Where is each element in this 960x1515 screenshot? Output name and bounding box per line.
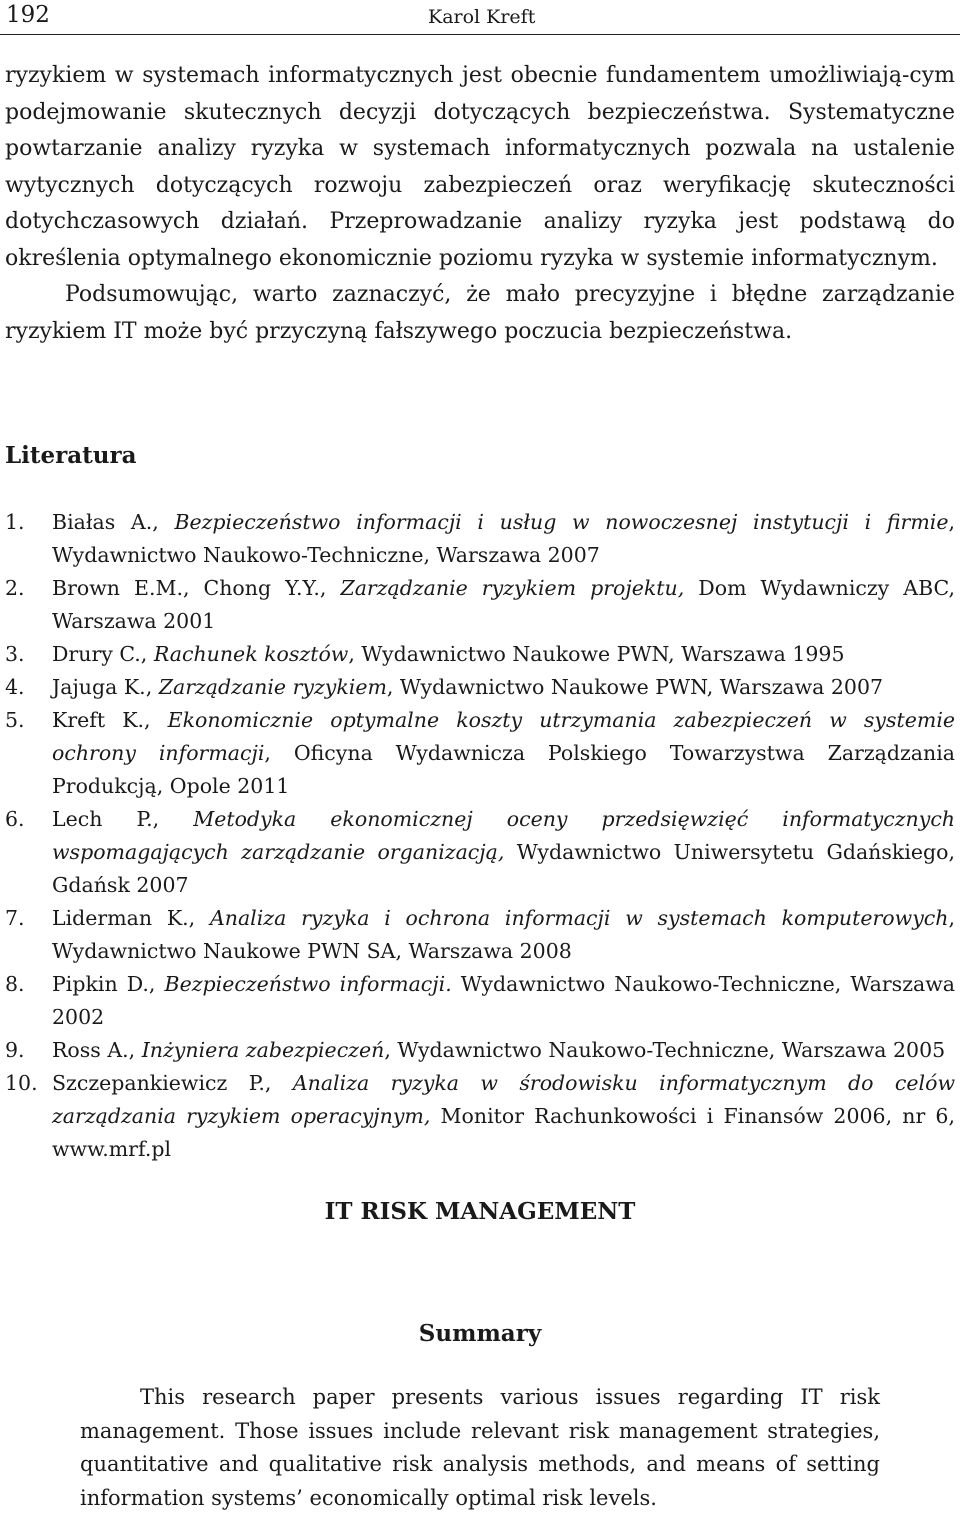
body-paragraph-1: ryzykiem w systemach informatycznych jest obecnie fundamentem umożliwiają-cym podejmowanie skutecznych decyzji dotyczących bezpieczeństwa. Systematyczne powtarzanie analizy ryzyka w systemach informatycznych pozwala na ustalenie wytycznych dotyczących rozwoju zabezpieczeń oraz weryfikację skuteczności dotychczasowych działań. Przeprowadzanie analizy ryzyka jest podstawą do określenia optymalnego ekonomicznie poziomu ryzyka w systemie informatycznym. [5, 63, 955, 271]
page-header [0, 0, 960, 36]
reference-author: Lech P., [52, 807, 194, 831]
reference-publisher: Wydawnictwo Naukowo-Techniczne, Warszawa 2002 [52, 972, 955, 1029]
reference-publisher: , Wydawnictwo Naukowe PWN, Warszawa 2007 [386, 675, 884, 699]
reference-item [5, 572, 955, 638]
reference-publisher: , Oficyna Wydawnicza Polskiego Towarzystwa Zarządzania Produkcją, Opole 2011 [52, 741, 956, 798]
reference-publisher: , Wydawnictwo Naukowe PWN, Warszawa 1995 [348, 642, 845, 666]
reference-item [5, 968, 955, 1034]
reference-publisher: , Wydawnictwo Naukowe PWN SA, Warszawa 2008 [52, 906, 955, 963]
reference-number: 8. [5, 972, 25, 996]
reference-item [5, 1067, 955, 1166]
reference-title: Analiza ryzyka i ochrona informacji w systemach komputerowych [209, 906, 949, 930]
reference-number: 7. [5, 906, 25, 930]
summary-heading: Summary [418, 1320, 542, 1347]
reference-item [5, 671, 955, 704]
reference-number: 6. [5, 807, 25, 831]
reference-title: Zarządzanie ryzykiem projektu, [340, 576, 685, 600]
reference-item [5, 1034, 955, 1067]
summary-text: This research paper presents various issues regarding IT risk management. Those issues include relevant risk management strategies, quantitative and qualitative risk analysis methods, and means of setting information systems’ economically optimal risk levels. [80, 1385, 880, 1510]
body-paragraph-2: Podsumowując, warto zaznaczyć, że mało precyzyjne i błędne zarządzanie ryzykiem IT może być przyczyną fałszywego poczucia bezpieczeństwa. [5, 282, 955, 344]
reference-author: Kreft K., [52, 708, 168, 732]
reference-item [5, 506, 955, 572]
reference-author: Jajuga K., [52, 675, 159, 699]
reference-list [5, 506, 955, 1166]
reference-number: 3. [5, 642, 25, 666]
running-head-author: Karol Kreft [428, 6, 536, 28]
reference-author: Brown E.M., Chong Y.Y., [52, 576, 341, 600]
reference-number: 10. [5, 1071, 38, 1095]
reference-author: Szczepankiewicz P., [52, 1071, 293, 1095]
header-rule [0, 34, 960, 35]
reference-number: 4. [5, 675, 25, 699]
reference-author: Białas A., [52, 510, 175, 534]
reference-publisher: Dom Wydawniczy ABC, Warszawa 2001 [52, 576, 956, 633]
reference-title: Zarządzanie ryzykiem [158, 675, 387, 699]
reference-title: Ekonomicznie optymalne koszty utrzymania zabezpieczeń w systemie ochrony informacji [52, 708, 956, 765]
reference-item [5, 803, 955, 902]
reference-number: 5. [5, 708, 25, 732]
reference-number: 9. [5, 1038, 25, 1062]
reference-author: Pipkin D., [52, 972, 165, 996]
literature-heading: Literatura [5, 442, 137, 469]
english-title: IT RISK MANAGEMENT [324, 1198, 636, 1225]
reference-item [5, 704, 955, 803]
reference-item [5, 638, 955, 671]
body-text [5, 58, 955, 350]
reference-publisher: Monitor Rachunkowości i Finansów 2006, nr 6, www.mrf.pl [52, 1104, 955, 1161]
reference-publisher: Wydawnictwo Uniwersytetu Gdańskiego, Gdańsk 2007 [52, 840, 955, 897]
reference-number: 1. [5, 510, 25, 534]
reference-title: Bezpieczeństwo informacji i usług w nowoczesnej instytucji i firmie [174, 510, 949, 534]
reference-title: Analiza ryzyka w środowisku informatycznym do celów zarządzania ryzykiem operacyjnym, [52, 1071, 955, 1128]
reference-title: Rachunek kosztów [153, 642, 349, 666]
reference-title: Metodyka ekonomicznej oceny przedsięwzięć informatycznych wspomagających zarządzanie organizacją, [52, 807, 956, 864]
reference-number: 2. [5, 576, 25, 600]
reference-author: Drury C., [52, 642, 154, 666]
reference-author: Ross A., [52, 1038, 142, 1062]
reference-publisher: , Wydawnictwo Naukowo-Techniczne, Warszawa 2007 [52, 510, 955, 567]
reference-author: Liderman K., [52, 906, 210, 930]
reference-item [5, 902, 955, 968]
reference-title: Bezpieczeństwo informacji. [164, 972, 452, 996]
page-number: 192 [6, 2, 50, 28]
reference-publisher: , Wydawnictwo Naukowo-Techniczne, Warszawa 2005 [384, 1038, 946, 1062]
reference-title: Inżyniera zabezpieczeń [141, 1038, 385, 1062]
